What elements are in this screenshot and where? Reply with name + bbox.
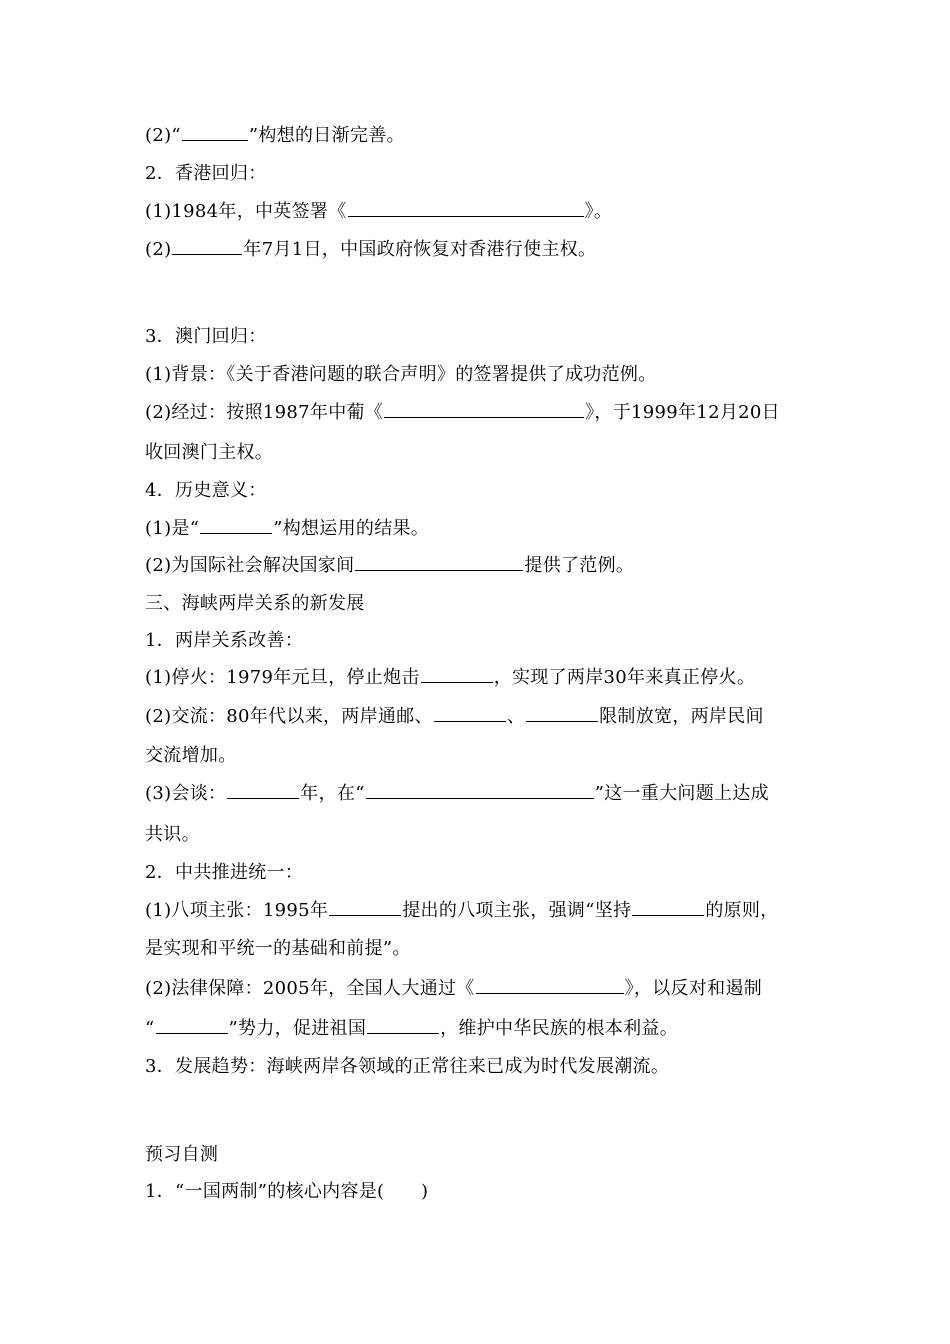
line-text: 预习自测 (145, 1144, 219, 1165)
text-line (145, 363, 657, 387)
line-text: 年7月1日，中国政府恢复对香港行使主权。 (243, 239, 597, 260)
text-line (145, 441, 273, 465)
line-text: (1)停火：1979年元旦，停止炮击 (145, 667, 420, 688)
text-line (145, 977, 762, 1001)
fill-blank[interactable] (182, 124, 248, 141)
text-line (145, 517, 429, 541)
line-text: 三、海峡两岸关系的新发展 (145, 593, 365, 614)
line-text: ”构想运用的结果。 (273, 518, 430, 539)
text-line (145, 705, 764, 729)
line-text: ”势力，促进祖国 (228, 1018, 367, 1039)
line-text: (2)经过：按照1987年中葡《 (145, 402, 384, 423)
fill-blank[interactable] (355, 554, 523, 571)
line-text: (2)为国际社会解决国家间 (145, 555, 355, 576)
text-line (145, 200, 612, 224)
line-text: 、 (506, 706, 526, 727)
question-line (145, 1180, 428, 1204)
line-text: ，实现了两岸30年来真正停火。 (493, 667, 756, 688)
line-text: “ (145, 1018, 155, 1039)
fill-blank[interactable] (200, 517, 272, 534)
line-text: 3．发展趋势：海峡两岸各领域的正常往来已成为时代发展潮流。 (145, 1056, 670, 1077)
text-line (145, 238, 596, 262)
section-heading (145, 479, 267, 503)
line-text: 提出的八项主张，强调“坚持 (402, 900, 632, 921)
line-text: 是实现和平统一的基础和前提”。 (145, 938, 411, 959)
text-line (145, 744, 237, 768)
line-text: 4．历史意义： (145, 480, 267, 501)
section-heading (145, 1055, 669, 1079)
line-text: (2)“ (145, 125, 181, 146)
line-text: ”这一重大问题上达成 (594, 783, 769, 804)
section-title (145, 1143, 218, 1167)
text-line (145, 782, 769, 806)
chapter-heading (145, 592, 365, 616)
line-text: (1)八项主张：1995年 (145, 900, 329, 921)
fill-blank[interactable] (421, 666, 493, 683)
line-text: 共识。 (145, 824, 200, 845)
line-text: 》，于1999年12月20日 (585, 402, 780, 423)
line-text: 提供了范例。 (524, 555, 635, 576)
line-text: (3)会谈： (145, 783, 227, 804)
line-text: (1)是“ (145, 518, 200, 539)
line-text: 1．“一国两制”的核心内容是( ) (145, 1181, 429, 1202)
line-text: 年，在“ (300, 783, 365, 804)
text-line (145, 823, 200, 847)
section-heading (145, 325, 267, 349)
fill-blank[interactable] (434, 705, 506, 722)
line-text: (1)1984年，中英签署《 (145, 201, 347, 222)
text-line (145, 401, 780, 425)
text-line (145, 554, 634, 578)
line-text: 》。 (584, 201, 613, 222)
line-text: (2) (145, 239, 172, 260)
line-text: (2)法律保障：2005年，全国人大通过《 (145, 978, 475, 999)
line-text: (1)背景：《关于香港问题的联合声明》的签署提供了成功范例。 (145, 364, 657, 385)
line-text: 限制放宽，两岸民间 (599, 706, 764, 727)
fill-blank[interactable] (632, 899, 704, 916)
fill-blank[interactable] (526, 705, 598, 722)
line-text: (2)交流：80年代以来，两岸通邮、 (145, 706, 433, 727)
section-heading (145, 861, 303, 885)
fill-blank[interactable] (329, 899, 401, 916)
fill-blank[interactable] (348, 200, 584, 217)
line-text: 2．香港回归： (145, 163, 267, 184)
line-text: ，维护中华民族的根本利益。 (440, 1018, 679, 1039)
text-line (145, 124, 405, 148)
fill-blank[interactable] (156, 1017, 228, 1034)
fill-blank[interactable] (172, 238, 242, 255)
line-text: 3．澳门回归： (145, 326, 267, 347)
line-text: 2．中共推进统一： (145, 862, 304, 883)
line-text: 交流增加。 (145, 745, 237, 766)
text-line (145, 937, 411, 961)
line-text: 的原则， (705, 900, 779, 921)
line-text: 1．两岸关系改善： (145, 630, 304, 651)
text-line (145, 1017, 678, 1041)
text-line (145, 899, 779, 923)
fill-blank[interactable] (384, 401, 584, 418)
fill-blank[interactable] (227, 782, 299, 799)
line-text: ”构想的日渐完善。 (248, 125, 405, 146)
fill-blank[interactable] (476, 977, 624, 994)
fill-blank[interactable] (366, 782, 594, 799)
line-text: 》，以反对和遏制 (624, 978, 763, 999)
section-heading (145, 629, 303, 653)
section-heading (145, 162, 267, 186)
line-text: 收回澳门主权。 (145, 442, 274, 463)
fill-blank[interactable] (367, 1017, 439, 1034)
text-line (145, 666, 755, 690)
